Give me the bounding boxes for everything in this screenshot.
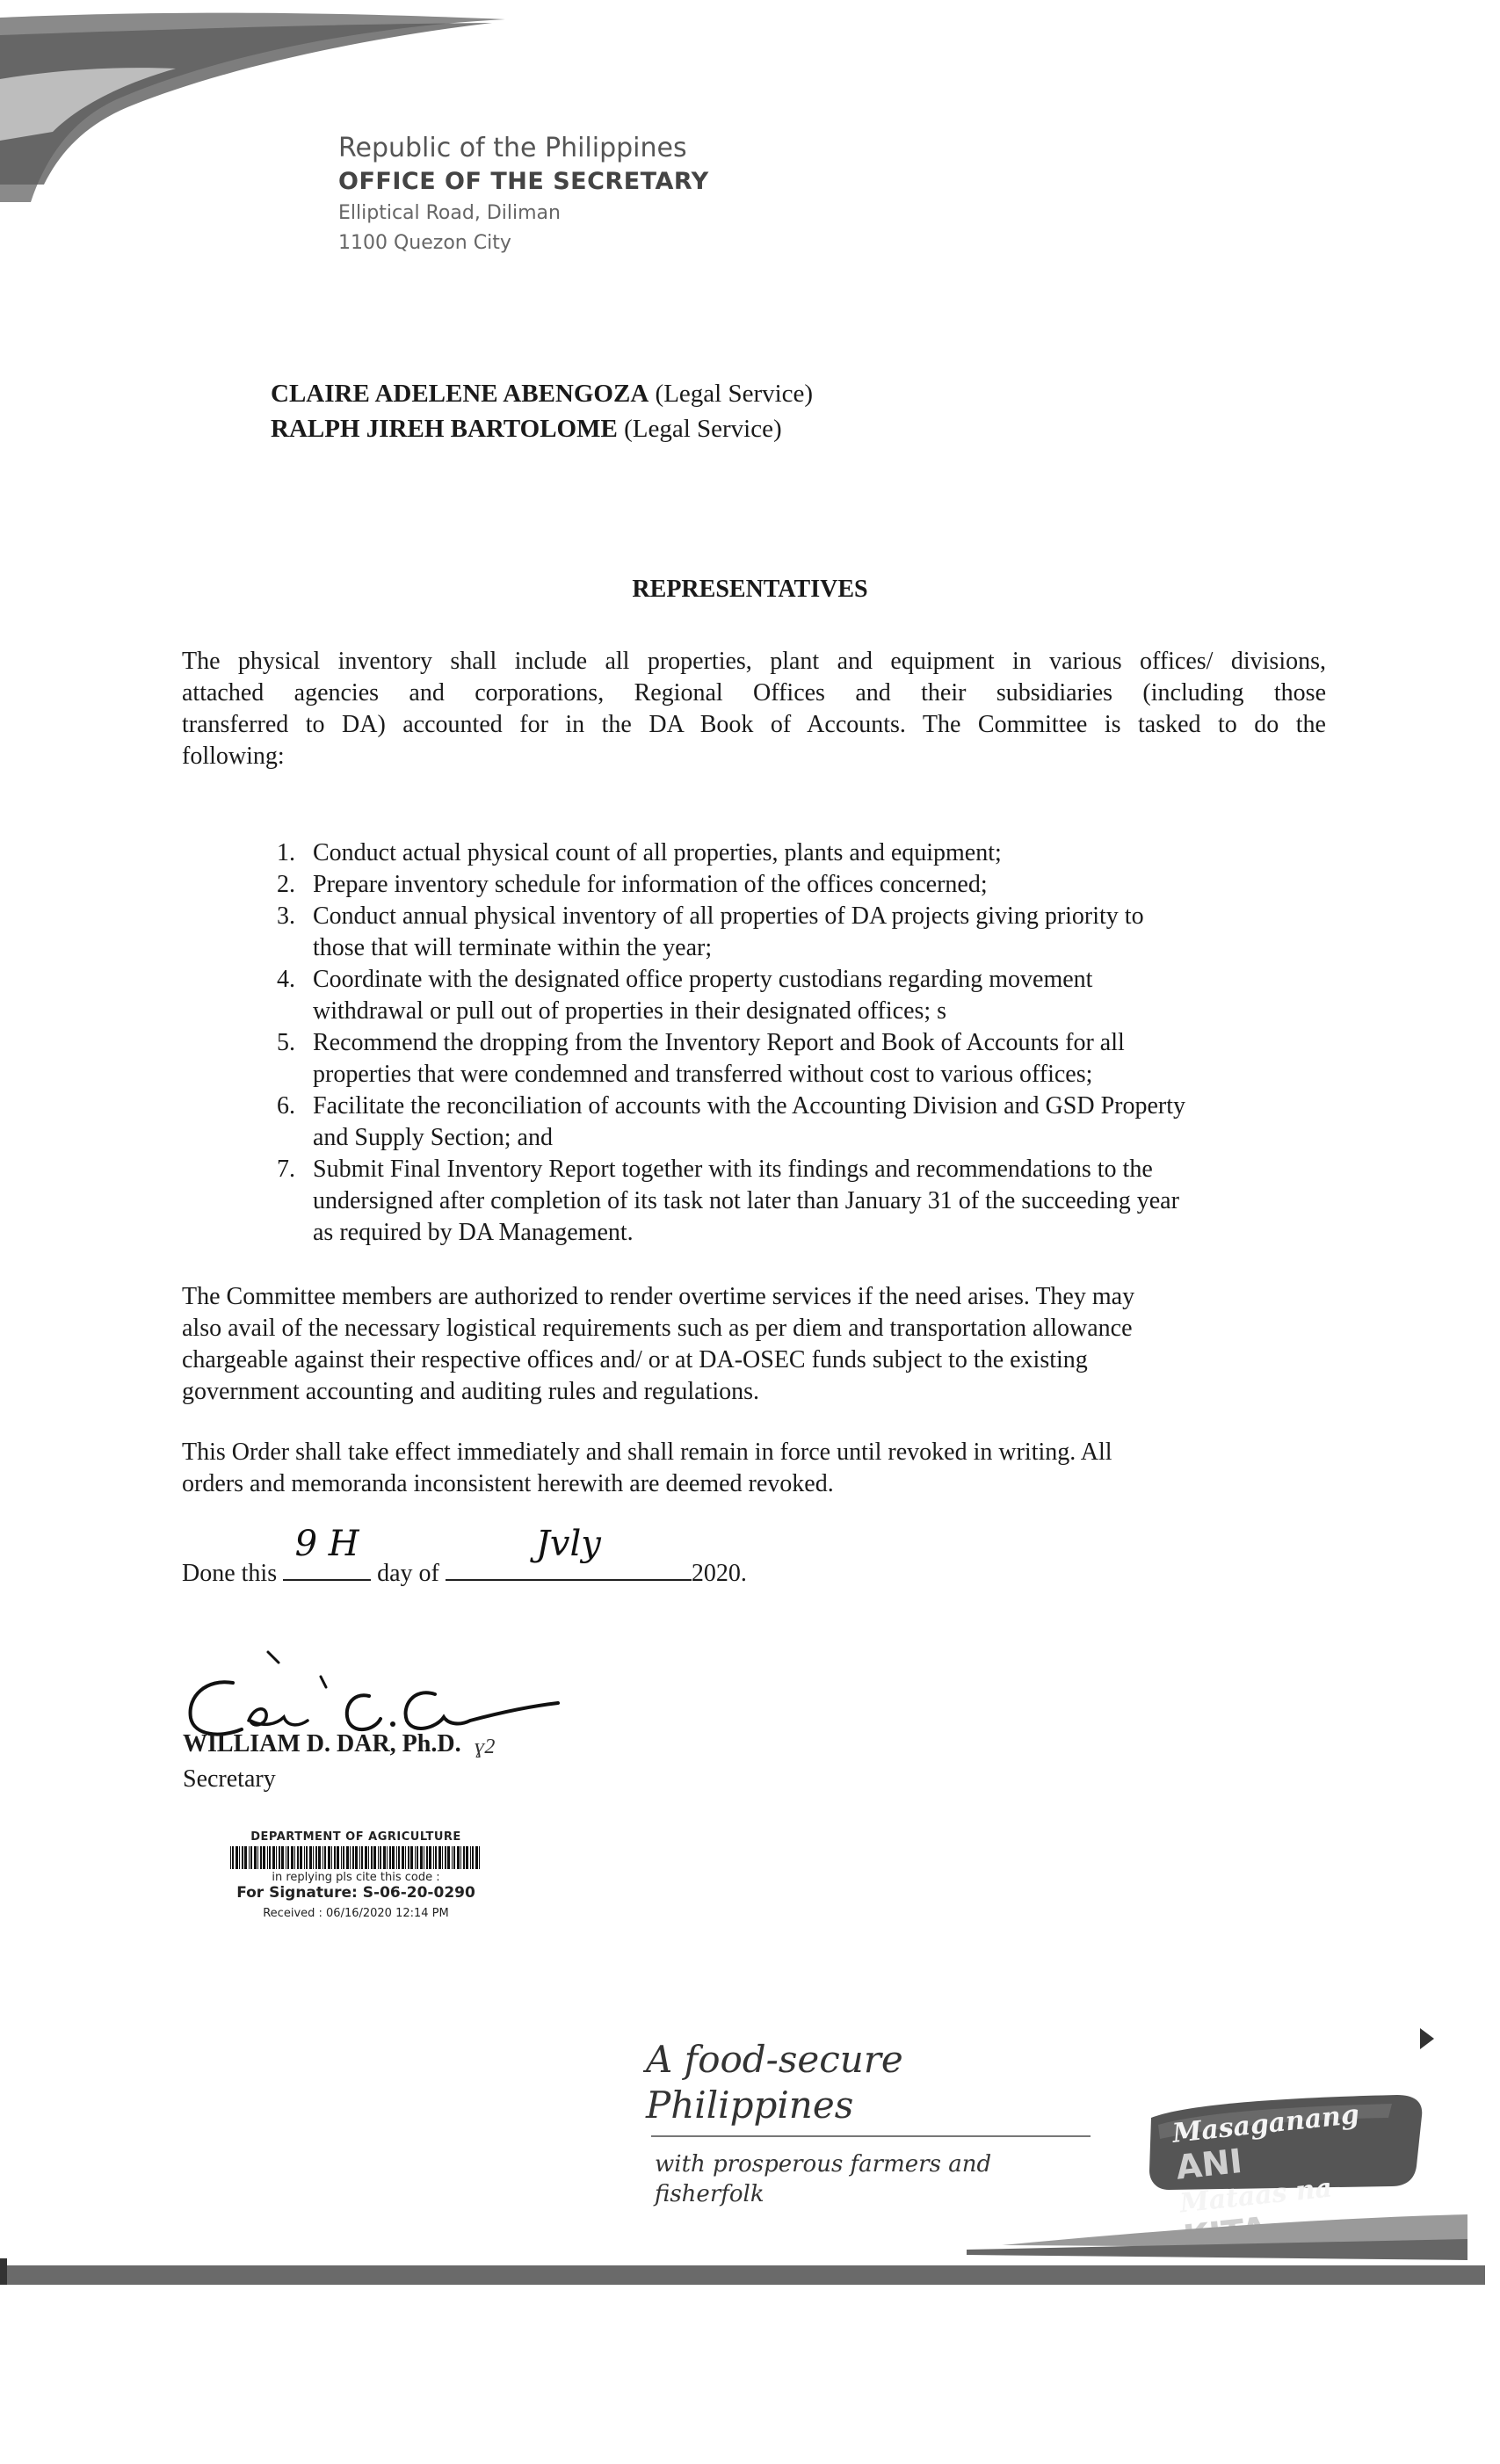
representative-name: RALPH JIREH BARTOLOME bbox=[271, 415, 618, 443]
footer-swoosh-graphic bbox=[0, 2197, 1500, 2311]
list-item bbox=[264, 901, 1336, 964]
list-item-line: Coordinate with the designated office property custodians regarding movement bbox=[313, 966, 1093, 993]
badge-word-emphasis: ANI bbox=[1174, 2142, 1244, 2187]
signer-title: Secretary bbox=[183, 1765, 276, 1793]
representative-unit: (Legal Service) bbox=[655, 380, 814, 408]
done-middle: day of bbox=[377, 1560, 439, 1587]
list-item bbox=[264, 869, 1336, 901]
section-heading: REPRESENTATIVES bbox=[632, 576, 868, 603]
list-item-number: 7. bbox=[277, 1156, 295, 1183]
triangle-arrow-icon bbox=[1420, 2028, 1434, 2049]
list-item-number: 6. bbox=[277, 1092, 295, 1120]
list-item-number: 4. bbox=[277, 966, 295, 993]
letterhead bbox=[338, 132, 709, 258]
routing-stamp bbox=[224, 1830, 488, 1920]
paragraph-line: transferred to DA) accounted for in the DA Book of Accounts. The Committee is tasked to do the bbox=[182, 711, 1326, 738]
list-item-line: Submit Final Inventory Report together with its findings and recommendations to the bbox=[313, 1156, 1153, 1183]
list-item-line: as required by DA Management. bbox=[313, 1219, 634, 1246]
signer-block bbox=[183, 1727, 461, 1797]
handwritten-month: Jvly bbox=[535, 1524, 601, 1564]
badge-word: Mataas na bbox=[1178, 2172, 1334, 2220]
list-item-number: 5. bbox=[277, 1029, 295, 1056]
list-item bbox=[264, 1154, 1336, 1249]
motto-divider bbox=[651, 2135, 1091, 2137]
paragraph-line: attached agencies and corporations, Regional Offices and their subsidiaries (including those bbox=[182, 679, 1326, 707]
done-date-line bbox=[182, 1524, 747, 1591]
list-item-line: Prepare inventory schedule for information of the offices concerned; bbox=[313, 871, 988, 898]
list-item-line: withdrawal or pull out of properties in their designated offices; s bbox=[313, 997, 947, 1025]
paragraph-line: also avail of the necessary logistical requirements such as per diem and transportation allowance bbox=[182, 1315, 1133, 1342]
stamp-department: DEPARTMENT OF AGRICULTURE bbox=[250, 1830, 461, 1844]
letterhead-country: Republic of the Philippines bbox=[338, 133, 687, 163]
paragraph-line: government accounting and auditing rules and regulations. bbox=[182, 1378, 760, 1405]
day-blank bbox=[283, 1524, 371, 1581]
list-item-number: 3. bbox=[277, 902, 295, 930]
motto-tagline: with prosperous farmers and fisherfolk bbox=[655, 2151, 992, 2207]
representative-entry bbox=[271, 376, 813, 411]
list-item-line: and Supply Section; and bbox=[313, 1124, 553, 1151]
paragraph-line: chargeable against their respective offices and/ or at DA-OSEC funds subject to the existing bbox=[182, 1346, 1088, 1373]
paragraph-line: following: bbox=[182, 743, 285, 770]
list-item-line: properties that were condemned and transferred without cost to various offices; bbox=[313, 1061, 1093, 1088]
representative-names bbox=[271, 376, 813, 446]
list-item-line: Recommend the dropping from the Inventory Report and Book of Accounts for all bbox=[313, 1029, 1125, 1056]
signer-name-text: WILLIAM D. DAR, Ph.D. bbox=[183, 1730, 461, 1757]
stamp-received-time: Received : 06/16/2020 12:14 PM bbox=[263, 1907, 449, 1920]
list-item-line: those that will terminate within the year; bbox=[313, 934, 713, 961]
letterhead-office: OFFICE OF THE SECRETARY bbox=[338, 168, 709, 195]
letterhead-address-line1: Elliptical Road, Diliman bbox=[338, 202, 561, 224]
done-prefix: Done this bbox=[182, 1560, 278, 1587]
representative-unit: (Legal Service) bbox=[624, 415, 782, 443]
month-blank bbox=[446, 1524, 692, 1581]
paragraph-line: This Order shall take effect immediately and shall remain in force until revoked in writing. All bbox=[182, 1439, 1112, 1466]
list-item-number: 1. bbox=[277, 839, 295, 866]
list-item-number: 2. bbox=[277, 871, 295, 898]
list-item bbox=[264, 837, 1336, 869]
list-item-line: Facilitate the reconciliation of accounts with the Accounting Division and GSD Property bbox=[313, 1092, 1186, 1120]
task-list bbox=[264, 837, 1336, 1249]
letterhead-address-line2: 1100 Quezon City bbox=[338, 232, 511, 254]
representative-entry bbox=[271, 411, 813, 446]
footer-motto bbox=[646, 2037, 1103, 2209]
stamp-reply-note: in replying pls cite this code : bbox=[272, 1871, 440, 1884]
list-item bbox=[264, 1027, 1336, 1091]
handwritten-day: 9 H bbox=[294, 1524, 359, 1564]
barcode-graphic bbox=[228, 1846, 483, 1869]
paragraph-line: The physical inventory shall include all properties, plant and equipment in various offices/ divisions, bbox=[182, 648, 1326, 675]
motto-text: A food-secure Philippines bbox=[646, 2038, 903, 2127]
list-item bbox=[264, 964, 1336, 1027]
done-year: 2020. bbox=[691, 1560, 747, 1587]
list-item-line: undersigned after completion of its task not later than January 31 of the succeeding year bbox=[313, 1187, 1179, 1214]
overtime-paragraph bbox=[182, 1281, 1326, 1408]
paragraph-line: orders and memoranda inconsistent herewith are deemed revoked. bbox=[182, 1470, 834, 1497]
handwritten-initials: ɣ2 bbox=[475, 1736, 496, 1758]
representative-name: CLAIRE ADELENE ABENGOZA bbox=[271, 380, 649, 408]
list-item-line: Conduct annual physical inventory of all properties of DA projects giving priority to bbox=[313, 902, 1144, 930]
stamp-routing-code: For Signature: S-06-20-0290 bbox=[236, 1884, 475, 1902]
signer-name bbox=[183, 1727, 461, 1762]
paragraph-line: The Committee members are authorized to render overtime services if the need arises. They may bbox=[182, 1283, 1135, 1310]
effectivity-paragraph bbox=[182, 1437, 1326, 1500]
intro-paragraph bbox=[182, 646, 1326, 772]
list-item bbox=[264, 1091, 1336, 1154]
badge-word: Masaganang bbox=[1170, 2098, 1361, 2149]
list-item-line: Conduct actual physical count of all properties, plants and equipment; bbox=[313, 839, 1002, 866]
